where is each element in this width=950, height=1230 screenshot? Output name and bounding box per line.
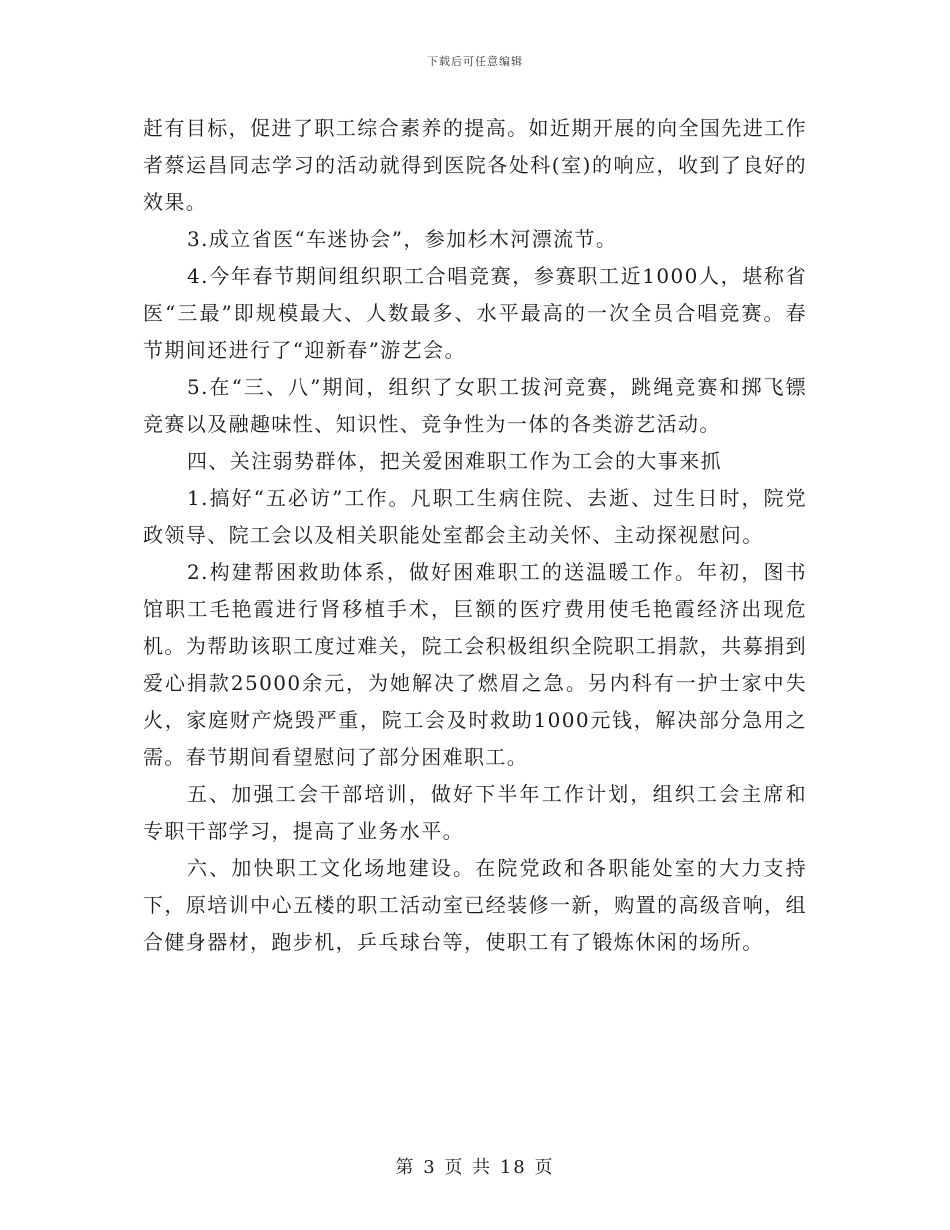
header-note: 下载后可任意编辑 bbox=[427, 55, 523, 68]
paragraph: 4.今年春节期间组织职工合唱竞赛，参赛职工近1000人，堪称省医“三最”即规模最大、人数最多、水平最高的一次全员合唱竞赛。春节期间还进行了“迎新春”游艺会。 bbox=[143, 264, 807, 362]
document-body bbox=[143, 110, 807, 961]
paragraph: 5.在“三、八”期间，组织了女职工拔河竞赛，跳绳竞赛和掷飞镖竞赛以及融趣味性、知识性、竞争性为一体的各类游艺活动。 bbox=[143, 375, 807, 436]
paragraph: 1.搞好“五必访”工作。凡职工生病住院、去逝、过生日时，院党政领导、院工会以及相关职能处室都会主动关怀、主动探视慰问。 bbox=[143, 486, 807, 547]
paragraph: 3.成立省医“车迷协会”，参加杉木河漂流节。 bbox=[187, 227, 618, 251]
paragraph: 六、加快职工文化场地建设。在院党政和各职能处室的大力支持下，原培训中心五楼的职工活动室已经装修一新，购置的高级音响，组合健身器材，跑步机，乒乓球台等，使职工有了锻炼休闲的场所。 bbox=[143, 856, 807, 954]
page-number: 第 3 页 共 18 页 bbox=[395, 1157, 555, 1178]
paragraph: 五、加强工会干部培训，做好下半年工作计划，组织工会主席和专职干部学习，提高了业务水平。 bbox=[143, 782, 807, 843]
paragraph: 赶有目标，促进了职工综合素养的提高。如近期开展的向全国先进工作者蔡运昌同志学习的活动就得到医院各处科(室)的响应，收到了良好的效果。 bbox=[143, 116, 807, 214]
section-heading: 四、关注弱势群体，把关爱困难职工作为工会的大事来抓 bbox=[187, 449, 722, 473]
paragraph: 2.构建帮困救助体系，做好困难职工的送温暖工作。年初，图书馆职工毛艳霞进行肾移植手术，巨额的医疗费用使毛艳霞经济出现危机。为帮助该职工度过难关，院工会积极组织全院职工捐款，共募捐到爱心捐款25000余元，为她解决了燃眉之急。另内科有一护士家中失火，家庭财产烧毁严重，院工会及时救助1000元钱，解决部分急用之需。春节期间看望慰问了部分困难职工。 bbox=[143, 560, 807, 769]
